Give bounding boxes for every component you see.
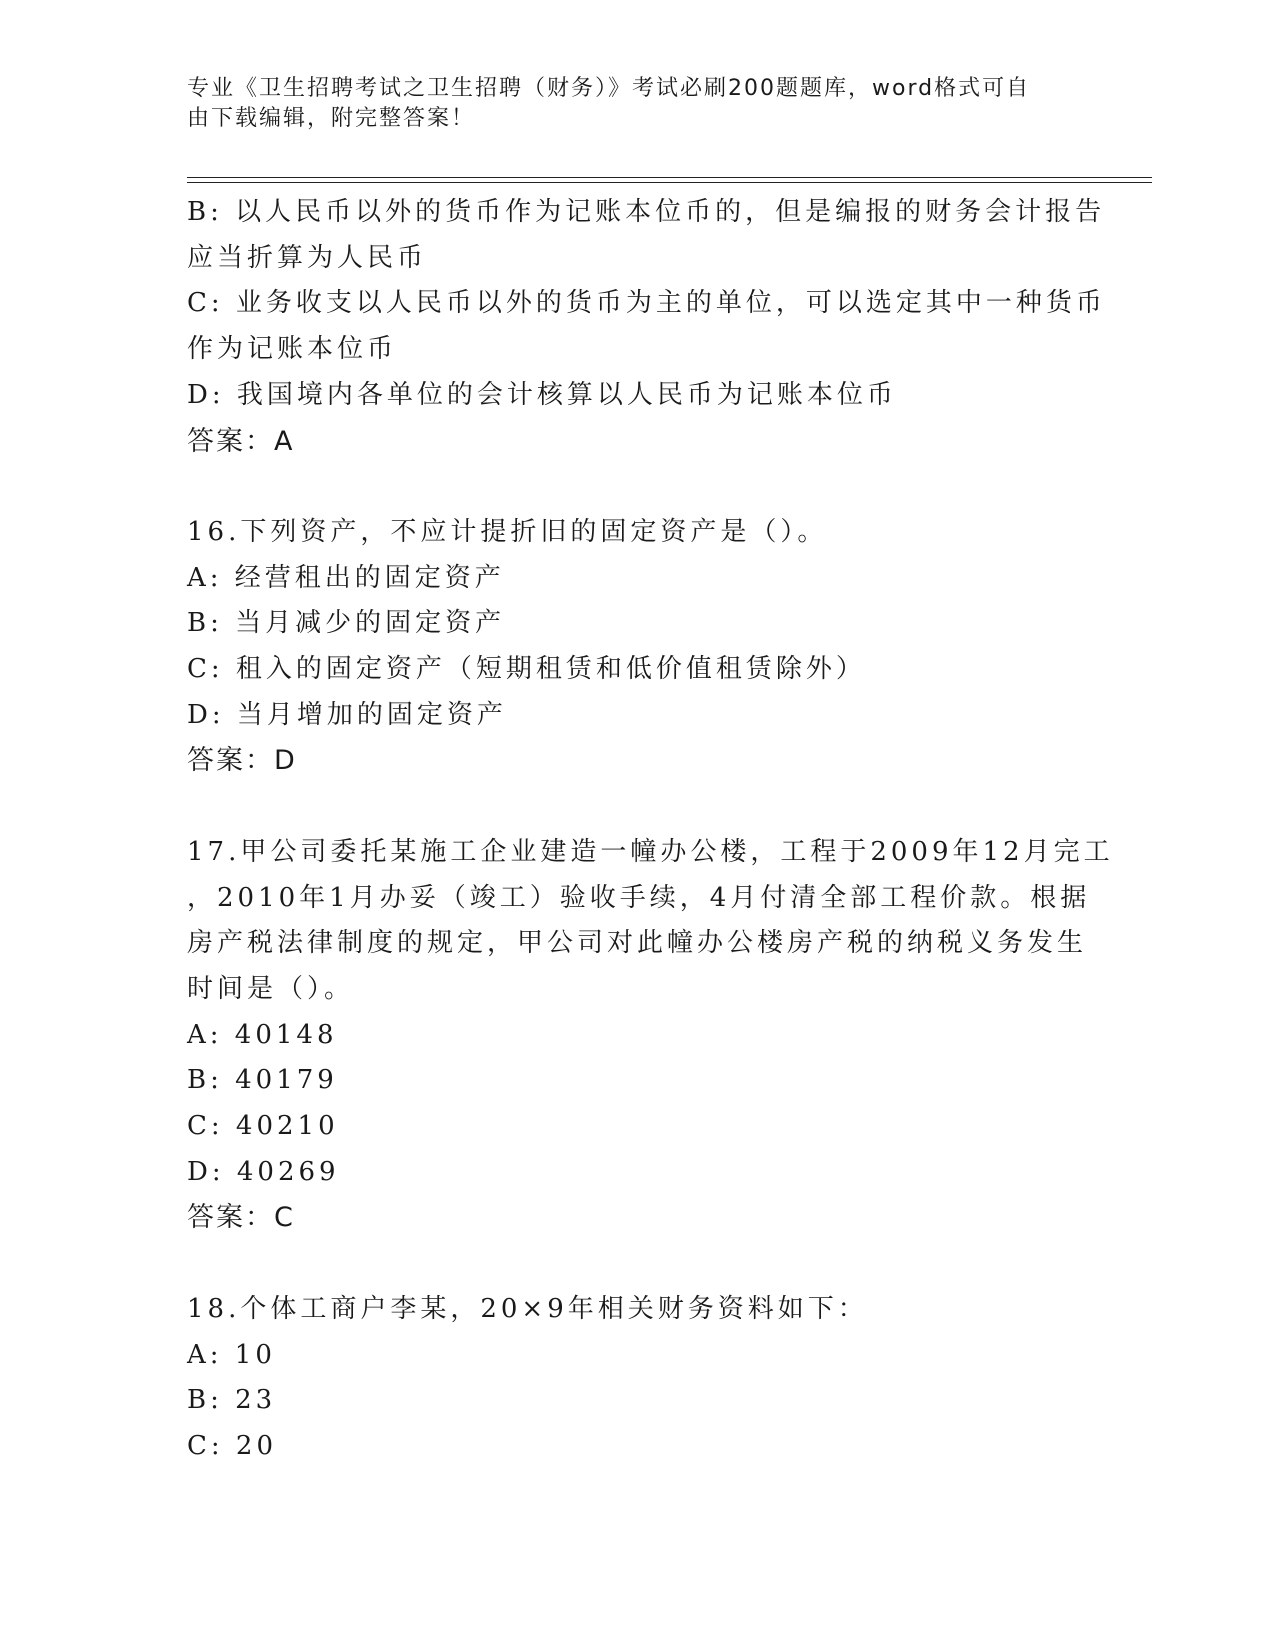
header-line-2: 由下载编辑，附完整答案！: [187, 106, 476, 131]
q16-answer: 答案：D: [187, 745, 297, 777]
q16-option-b: B: 当月减少的固定资产: [187, 608, 506, 639]
q17-option-a: A: 40148: [187, 1019, 338, 1050]
q15-option-c-line1: C: 业务收支以人民币以外的货币为主的单位，可以选定其中一种货币: [187, 288, 1106, 319]
q17-stem-line4: 时间是（）。: [187, 973, 355, 1004]
q17-option-d: D: 40269: [187, 1156, 340, 1187]
document-header: [187, 74, 1067, 134]
document-body: [187, 190, 1114, 1470]
q17-stem-line2: ，2010年1月办妥（竣工）验收手续，4月付清全部工程价款。根据: [187, 882, 1091, 913]
q17-option-c: C: 40210: [187, 1111, 339, 1142]
q16-option-c: C: 租入的固定资产（短期租赁和低价值租赁除外）: [187, 654, 866, 685]
q15-option-d: D: 我国境内各单位的会计核算以人民币为记账本位币: [187, 379, 897, 410]
q18-option-b: B: 23: [187, 1385, 277, 1416]
q18-option-a: A: 10: [187, 1339, 276, 1370]
q16-stem: 16.下列资产，不应计提折旧的固定资产是（）。: [187, 516, 828, 547]
q16-option-a: A: 经营租出的固定资产: [187, 562, 505, 593]
q17-option-b: B: 40179: [187, 1065, 338, 1096]
q17-answer: 答案：C: [187, 1202, 295, 1234]
q17-stem-line3: 房产税法律制度的规定，甲公司对此幢办公楼房产税的纳税义务发生: [187, 928, 1088, 959]
spacer: [187, 784, 1087, 830]
q15-option-c-line2: 作为记账本位币: [187, 334, 398, 365]
q17-stem-line1: 17.甲公司委托某施工企业建造一幢办公楼，工程于2009年12月完工: [187, 836, 1114, 867]
q15-answer: 答案：A: [187, 425, 295, 457]
header-divider-top: [187, 177, 1152, 178]
spacer: [187, 464, 1087, 510]
header-line-1: 专业《卫生招聘考试之卫生招聘（财务）》考试必刷200题题库，word格式可自: [187, 76, 1031, 101]
q15-option-b-line1: B: 以人民币以外的货币作为记账本位币的，但是编报的财务会计报告: [187, 197, 1106, 227]
q15-option-b-line2: 应当折算为人民币: [187, 242, 428, 273]
header-divider-bottom: [187, 182, 1152, 183]
spacer: [187, 1241, 1087, 1287]
q18-option-c: C: 20: [187, 1430, 278, 1461]
q16-option-d: D: 当月增加的固定资产: [187, 699, 507, 730]
q18-stem: 18.个体工商户李某，20×9年相关财务资料如下：: [187, 1293, 868, 1324]
